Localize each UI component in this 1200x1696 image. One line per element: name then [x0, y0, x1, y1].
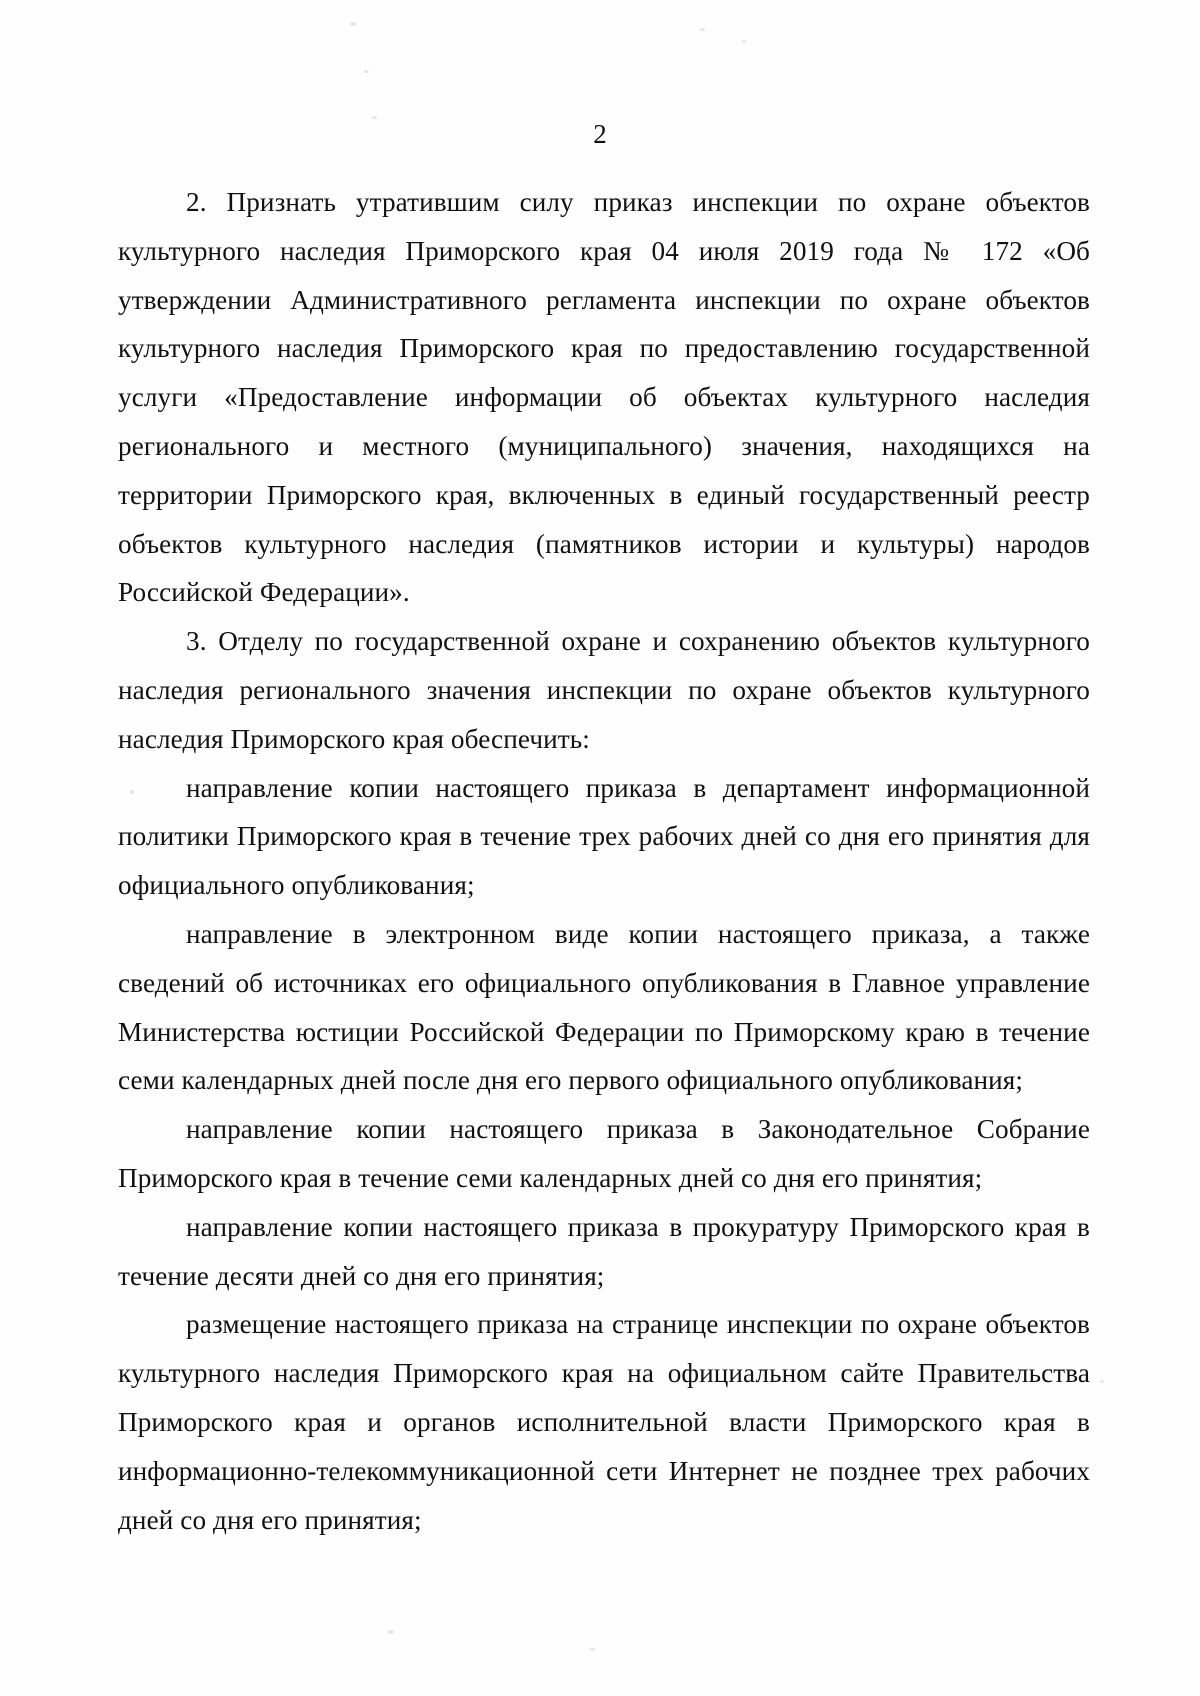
paragraph-item-2: 2. Признать утратившим силу приказ инспекции по охране объектов культурного наследия Приморского края 04 июля 2019 года № 172 «Об утверждении Административного регламента инспекции по охране объектов культурного наследия Приморского края по предоставлению государственной услуги «Предоставление информации об объектах культурного наследия регионального и местного (муниципального) значения, находящихся на территории Приморского края, включенных в единый государственный реестр объектов культурного наследия (памятников истории и культуры) народов Российской Федерации». [118, 187, 1090, 608]
scan-artifact [590, 1648, 595, 1651]
scan-artifact [364, 70, 369, 73]
document-body [118, 178, 1090, 1544]
page-number: 2 [593, 119, 607, 149]
scan-artifact [350, 22, 356, 26]
scan-artifact [700, 28, 705, 31]
paragraph-subitem-info-policy: направление копии настоящего приказа в департамент информационной политики Приморского края в течение трех рабочих дней со дня его принятия для официального опубликования; [118, 772, 1090, 901]
scan-artifact [388, 1630, 394, 1634]
paragraph-subitem-website: размещение настоящего приказа на странице инспекции по охране объектов культурного наследия Приморского края на официальном сайте Правительства Приморского края и органов исполнительной власти Приморского края в информационно-телекоммуникационной сети Интернет не позднее трех рабочих дней со дня его принятия; [118, 1309, 1090, 1535]
scan-artifact [1100, 1380, 1104, 1383]
paragraph-subitem-prosecutor: направление копии настоящего приказа в прокуратуру Приморского края в течение десяти дней со дня его принятия; [118, 1211, 1090, 1291]
paragraph-subitem-legislative-assembly: направление копии настоящего приказа в Законодательное Собрание Приморского края в течение семи календарных дней со дня его принятия; [118, 1114, 1090, 1193]
paragraph-subitem-ministry-justice: направление в электронном виде копии настоящего приказа, а также сведений об источниках его официального опубликования в Главное управление Министерства юстиции Российской Федерации по Приморскому краю в течение семи календарных дней после дня его первого официального опубликования; [118, 918, 1090, 1096]
scan-artifact [742, 40, 746, 43]
paragraph-item-3: 3. Отделу по государственной охране и сохранению объектов культурного наследия регионального значения инспекции по охране объектов культурного наследия Приморского края обеспечить: [118, 626, 1090, 754]
